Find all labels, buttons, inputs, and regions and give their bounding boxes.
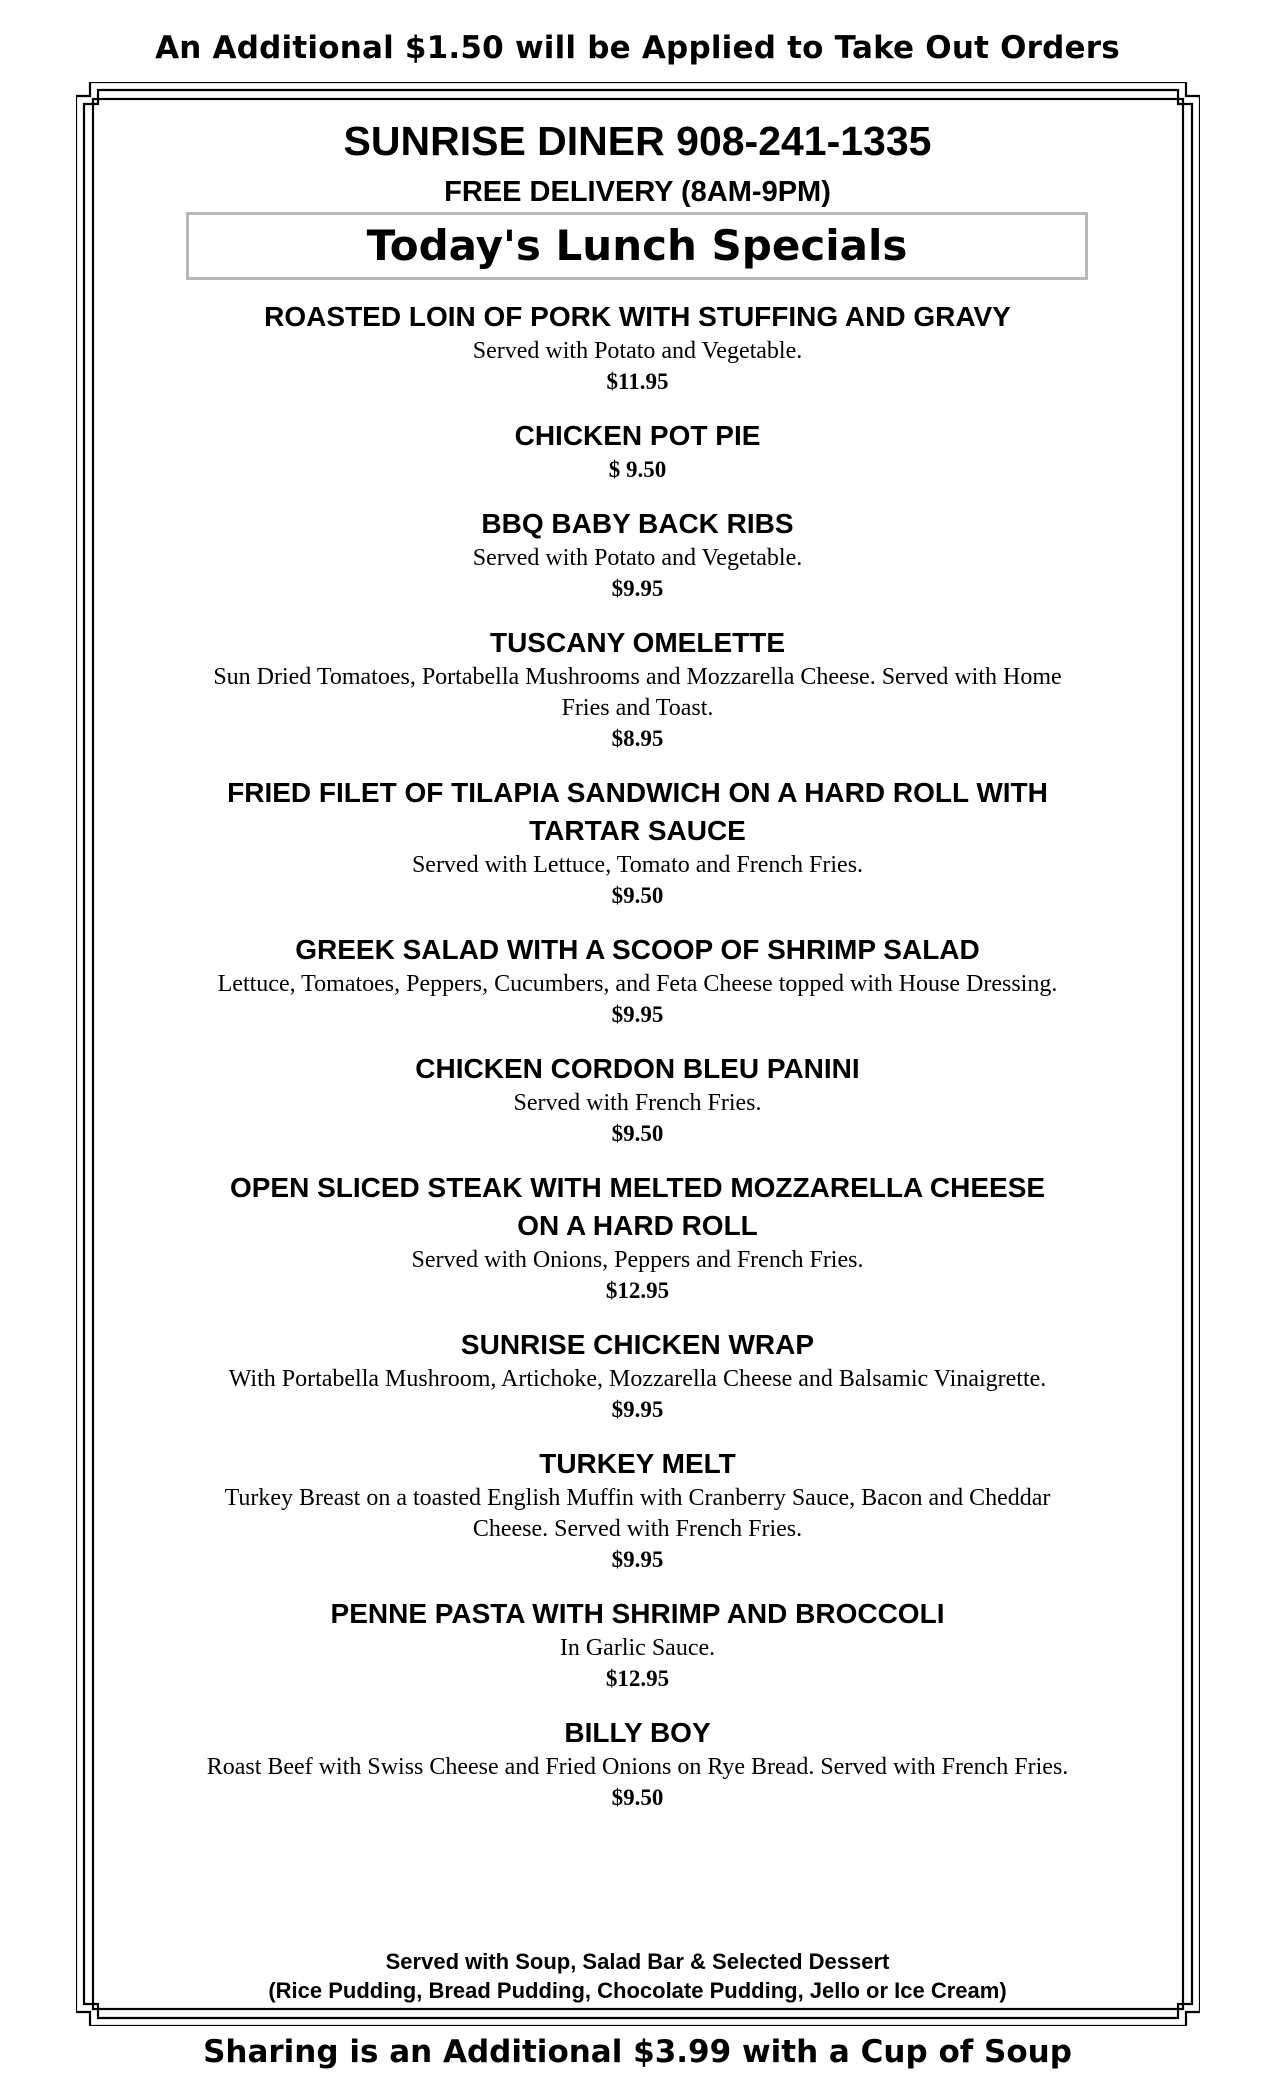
item-price: $9.95 <box>611 1397 664 1422</box>
item-description: Turkey Breast on a toasted English Muffin with Cranberry Sauce, Bacon and Cheddar Cheese. Served with French Fries. <box>224 1485 1051 1542</box>
item-description: With Portabella Mushroom, Artichoke, Mozzarella Cheese and Balsamic Vinaigrette. <box>228 1366 1047 1392</box>
item-price: $8.95 <box>611 726 664 751</box>
item-name: CHICKEN POT PIE <box>514 420 761 451</box>
item-name: OPEN SLICED STEAK WITH MELTED MOZZARELLA CHEESE ON A HARD ROLL <box>229 1172 1046 1241</box>
takeout-notice: An Additional $1.50 will be Applied to Take Out Orders <box>155 30 1120 66</box>
item-description: Lettuce, Tomatoes, Peppers, Cucumbers, and Feta Cheese topped with House Dressing. <box>217 971 1058 997</box>
item-name: BILLY BOY <box>564 1717 711 1748</box>
item-description: Served with Potato and Vegetable. <box>472 545 803 571</box>
item-description: In Garlic Sauce. <box>559 1635 716 1661</box>
item-price: $9.95 <box>611 576 664 601</box>
menu-item <box>150 1169 1125 1306</box>
item-name: ROASTED LOIN OF PORK WITH STUFFING AND GRAVY <box>264 301 1011 332</box>
specials-list <box>150 298 1125 1833</box>
item-description: Served with Potato and Vegetable. <box>472 338 803 364</box>
menu-item <box>150 298 1125 397</box>
menu-item <box>150 417 1125 485</box>
menu-item <box>150 1714 1125 1813</box>
menu-item <box>150 1595 1125 1694</box>
item-description: Roast Beef with Swiss Cheese and Fried Onions on Rye Bread. Served with French Fries. <box>206 1754 1069 1780</box>
menu-item <box>150 624 1125 754</box>
item-name: FRIED FILET OF TILAPIA SANDWICH ON A HARD ROLL WITH TARTAR SAUCE <box>227 777 1048 846</box>
menu-item <box>150 931 1125 1030</box>
included-note <box>0 1947 1275 2005</box>
item-name: BBQ BABY BACK RIBS <box>481 508 794 539</box>
menu-item <box>150 1050 1125 1149</box>
item-name: GREEK SALAD WITH A SCOOP OF SHRIMP SALAD <box>295 934 980 965</box>
item-price: $9.95 <box>611 1002 664 1027</box>
included-line: Served with Soup, Salad Bar & Selected Dessert <box>385 1949 890 1974</box>
menu-item <box>150 774 1125 911</box>
item-description: Served with Lettuce, Tomato and French Fries. <box>411 852 864 878</box>
specials-title: Today's Lunch Specials <box>186 212 1088 280</box>
item-description: Served with Onions, Peppers and French Fries. <box>411 1247 864 1273</box>
item-price: $9.50 <box>611 1121 664 1146</box>
item-price: $9.50 <box>611 1785 664 1810</box>
item-price: $9.95 <box>611 1547 664 1572</box>
item-name: PENNE PASTA WITH SHRIMP AND BROCCOLI <box>330 1598 945 1629</box>
item-price: $12.95 <box>605 1278 670 1303</box>
item-price: $9.50 <box>611 883 664 908</box>
sharing-notice: Sharing is an Additional $3.99 with a Cup of Soup <box>203 2034 1072 2070</box>
item-price: $11.95 <box>606 369 669 394</box>
menu-item <box>150 505 1125 604</box>
item-price: $ 9.50 <box>608 457 667 482</box>
delivery-info: FREE DELIVERY (8AM-9PM) <box>444 176 831 208</box>
item-description: Served with French Fries. <box>513 1090 762 1116</box>
item-name: TURKEY MELT <box>539 1448 736 1479</box>
restaurant-name: SUNRISE DINER 908-241-1335 <box>343 118 932 164</box>
dessert-options: (Rice Pudding, Bread Pudding, Chocolate Pudding, Jello or Ice Cream) <box>268 1978 1007 2003</box>
item-name: TUSCANY OMELETTE <box>489 627 786 658</box>
item-price: $12.95 <box>605 1666 670 1691</box>
item-description: Sun Dried Tomatoes, Portabella Mushrooms and Mozzarella Cheese. Served with Home Fries and Toast. <box>213 664 1062 721</box>
menu-item <box>150 1326 1125 1425</box>
menu-item <box>150 1445 1125 1575</box>
item-name: CHICKEN CORDON BLEU PANINI <box>415 1053 860 1084</box>
item-name: SUNRISE CHICKEN WRAP <box>460 1329 815 1360</box>
